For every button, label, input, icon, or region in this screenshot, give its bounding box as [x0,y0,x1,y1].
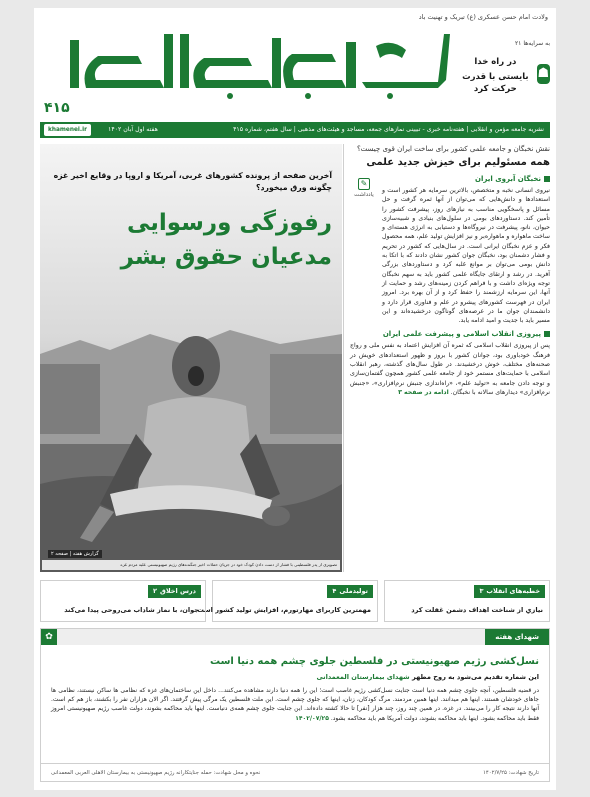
box-headline: مهمترین کاربرای مهارتورم، افزایش تولید کشور است [197,606,371,614]
box-label-text: خطبه‌های انقلاب [486,587,540,595]
section-title-2: پیروزی انقلاب اسلامی و پیشرفت علمی ایران [350,329,550,339]
section-body-2 [350,341,550,397]
martyrdom-date: تاریخ شهادت: ۱۴۰۲/۷/۲۵ [483,770,539,776]
box-headline: نیازیِ از شناخت اهداف دشمن غفلت کرد [411,606,543,614]
box-label [148,585,201,598]
masthead-slogan-box [458,40,550,95]
issue-number-big: ۴۱۵ [44,100,70,116]
box-label [474,585,545,598]
main-article [343,144,550,572]
continued-link[interactable]: ادامه در صفحه ۳ [398,388,449,396]
site-link[interactable]: khamenei.ir [44,124,91,136]
slogan-line-2: بایستی با قدرت حرکت کرد [462,72,529,94]
masthead-logo [46,28,456,104]
byline [350,178,378,198]
byline-label: یادداشت [354,192,374,198]
box-ethics-lesson[interactable] [40,580,206,622]
tulip-icon: ✿ [41,629,57,645]
martyrs-tabbar [41,629,549,645]
hero-title-line-1: رفوزگی ورسوایی [127,210,332,236]
box-page-number: ۳ [479,587,484,595]
article-kicker: نقش نخبگان و جامعه علمی کشور برای ساخت ایران قوی چیست؟ [356,145,550,153]
hero-photo[interactable] [40,144,342,572]
masthead-bar [40,122,550,138]
emblem-icon: ☗ [537,64,550,84]
martyrs-body-date: ۱۴۰۲/۰۷/۲۵ [295,714,329,722]
article-headline[interactable]: همه مسئولیم برای خیزش جدید علمی [366,157,550,168]
subtitle-prefix: این شماره تقدیم می‌شود به روح مطهر [411,673,539,681]
masthead-subtitle: نشریه جامعه مؤمن و انقلابی | هفته‌نامه خبری - تبیینی نمازهای جمعه، مساجد و هیئت‌های مذهبی | سال هفتم، شماره ۴۱۵ [233,126,544,133]
box-page-number: ۲ [153,587,158,595]
martyrs-body-text: در قضیه فلسطین، آنچه جلوی چشم همه دنیا است جنایت نسل‌کشی رژیم غاصب است؛ این را همه دنیا دارند مشاهده می‌کنند... داخل این ساختمان‌های غزه که نظامی ها ساکن نیستند، نظامی ها جاهای خودشان هستند. اینها هم میدانند. اینها همین مردمند. مرگ کودکان، زنان، اینها که جلوی چشم است. این ملت فلسطین یک مرگی پیش گرفتند. اگر الان هزاران نفر را بکشند، باز هم کم است. آنها دارند نتیجه کار را می‌بینند. در غزه. در همین چند روز، چند هزار [نفر] تا حالا کشته داده‌اند. این جنایت جلوی چشم همه‌ی دنیاست. اینها باید محاکمه بشوند، دولت غاصب رژیم صهیونیستی امروز فقط باید محاکمه بشود. اینها باید محاکمه بشوند، دولت آمریکا هم باید محاکمه بشود. [51,687,539,722]
issue-date: هفته اول آبان ۱۴۰۲ [108,126,158,133]
hero-title-line-2: مدعیان حقوق بشر [120,244,332,270]
box-headline: جوان، با نماز شاداب می‌روحی پیدا می‌کند [64,606,199,614]
section-body-1: نیروی انسانی نخبه و متخصص، بالاترین سرمایه هر کشور است و استعدادها و دانش‌هایی که می‌توان از آنها ثمره گرفت و حل مسائل و پاسخگویی مناسب به نیازهای روز، پیشرفت کشور را تأمین کند. دستاوردهای بومی در سلول‌های بنیادی و شبیه‌سازی حیوان، نانو، پیشرفت در نیروگاه‌ها و دستیابی به انرژی هسته‌ای و ساخت ماهواره و ماهواره‌بر و نیز افزایش تولید علم، همه محصول فکر و عزم نخبگان ایرانی است. در سال‌هایی که کشور در تحریم و فشار دشمنان بود، نخبگان جوان کشور نشان دادند که با اتکا به دانش بومی می‌توان بر موانع غلبه کرد و دستاوردهای بزرگی آفرید. در رشد و ارتقای جایگاه علمی کشور باید به سهم نخبگان توجه ویژه‌ای داشت و با فراهم کردن زمینه‌های رشد و حمایت از آنها، این سرمایه ارزشمند را حفظ کرد و از آن بهره برد. امروز ایران در فهرست کشورهای پیشرو در علم و فناوری قرار دارد و دانشمندان جوان ما در عرصه‌های گوناگون درخشیده‌اند و این مسیر باید با جدیت و امید ادامه یابد. [382,187,550,325]
section-body-2-text: پس از پیروزی انقلاب اسلامی که ثمره آن افزایش اعتماد به نفس ملی و رواج فرهنگ خودباوری بود، جوانان کشور با بروز و ظهور استعدادهای خویش در صحنه‌های مختلف، خوش درخشیدند. در طول سال‌های گذشته، رهبر انقلاب اسلامی با حمایت‌های مستمر خود از جامعه علمی کشور همچون گفتمان‌سازی و توجه دادن جامعه به «تولید علم»، «راه‌اندازی جنبش نرم‌افزاری»، «جنبش نرم‌افزاری» دیدارهای سالانه با نخبگان. [350,342,550,396]
martyrs-body [51,686,539,723]
newspaper-page [34,8,556,790]
slogan-issue: به سرایه‌ها ۲۱ [514,40,550,47]
box-label [327,585,373,598]
box-page-number: ۴ [332,587,337,595]
box-label-text: درس اخلاق [160,587,196,595]
section-boxes [40,580,550,622]
slogan-line-1: در راه خدا [474,57,517,67]
section-title-1: نخبگان آبروی ایران [382,174,550,184]
hero-teaser: آخرین صفحه از پرونده کشورهای غربی، آمریکا و اروپا در وقایع اخیر غزه چگونه ورق میخورد؟ [53,171,332,192]
hero-caption: تصویری از پدر فلسطینی با فشار از دست دادن کودک خود در جریان حملات اخیر جنگنده‌های رژیم صهیونیستی علیه مردم غزه [42,560,340,570]
hero-title[interactable] [50,206,332,274]
note-icon: ✎ [358,178,370,190]
subtitle-name: شهدای بیمارستان المعمدانی [316,673,410,681]
martyrdom-place: نحوه و محل شهادت: حمله جنایتکارانه رژیم صهیونیستی به بیمارستان الاهلی العربی المعمدانی [51,770,261,776]
martyrs-subtitle [51,672,539,682]
box-label-text: تولیدملی [339,587,368,595]
top-note: ولادت امام حسن عسکری (ع) تبریک و تهنیت باد [418,13,548,21]
martyrs-box [40,628,550,782]
martyrs-footer [41,763,549,781]
box-national-production[interactable] [197,580,378,622]
martyrs-title[interactable]: نسل‌کشی رژیم صهیونیستی در فلسطین جلوی چشم همه دنیا است [210,656,539,667]
hero-tag[interactable]: گزارش هفته | صفحه ۲ [48,550,102,558]
box-sermons[interactable] [384,580,550,622]
martyrs-label: شهدای هفته [485,629,549,645]
